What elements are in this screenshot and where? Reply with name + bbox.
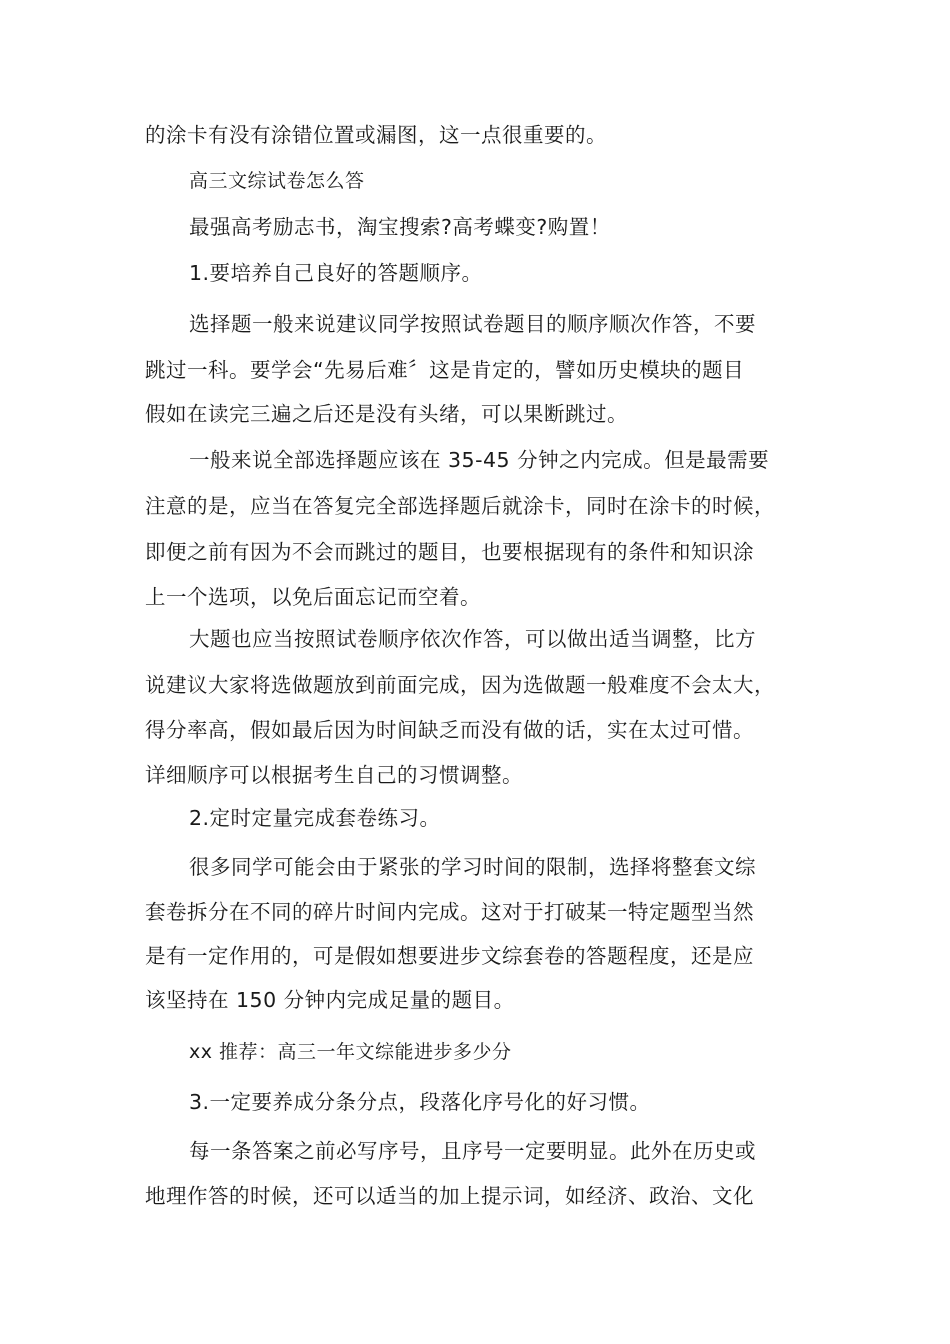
text-line: 假如在读完三遍之后还是没有头绪，可以果断跳过。 <box>145 402 628 426</box>
text-line: 的涂卡有没有涂错位置或漏图，这一点很重要的。 <box>145 123 607 147</box>
text-line: 得分率高，假如最后因为时间缺乏而没有做的话，实在太过可惜。 <box>145 718 754 742</box>
numbered-heading: 2.定时定量完成套卷练习。 <box>189 806 441 830</box>
numbered-heading: 3.一定要养成分条分点，段落化序号化的好习惯。 <box>189 1090 651 1114</box>
text-line: 一般来说全部选择题应该在 35-45 分钟之内完成。但是最需要 <box>189 448 770 472</box>
text-line: 大题也应当按照试卷顺序依次作答，可以做出适当调整，比方 <box>189 627 756 651</box>
text-line: 即便之前有因为不会而跳过的题目，也要根据现有的条件和知识涂 <box>145 540 754 564</box>
text-line: 地理作答的时候，还可以适当的加上提示词，如经济、政治、文化 <box>145 1184 754 1208</box>
text-line: 详细顺序可以根据考生自己的习惯调整。 <box>145 763 523 787</box>
text-line: 最强高考励志书，淘宝搜索?高考蝶变?购置！ <box>189 215 611 239</box>
text-line: 注意的是，应当在答复完全部选择题后就涂卡，同时在涂卡的时候， <box>145 494 775 518</box>
numbered-heading: 1.要培养自己良好的答题顺序。 <box>189 261 483 285</box>
text-line: 是有一定作用的，可是假如想要进步文综套卷的答题程度，还是应 <box>145 944 754 968</box>
recommendation-line: xx 推荐：高三一年文综能进步多少分 <box>189 1041 512 1063</box>
text-line: 上一个选项，以免后面忘记而空着。 <box>145 585 481 609</box>
text-line: 跳过一科。要学会“先易后难〞这是肯定的，譬如历史模块的题目 <box>145 358 745 382</box>
text-line: 很多同学可能会由于紧张的学习时间的限制，选择将整套文综 <box>189 855 756 879</box>
text-line: 套卷拆分在不同的碎片时间内完成。这对于打破某一特定题型当然 <box>145 900 754 924</box>
text-line: 该坚持在 150 分钟内完成足量的题目。 <box>145 988 515 1012</box>
text-line: 每一条答案之前必写序号，且序号一定要明显。此外在历史或 <box>189 1139 756 1163</box>
section-heading: 高三文综试卷怎么答 <box>189 170 365 192</box>
text-line: 选择题一般来说建议同学按照试卷题目的顺序顺次作答，不要 <box>189 312 756 336</box>
text-line: 说建议大家将选做题放到前面完成，因为选做题一般难度不会太大， <box>145 673 775 697</box>
